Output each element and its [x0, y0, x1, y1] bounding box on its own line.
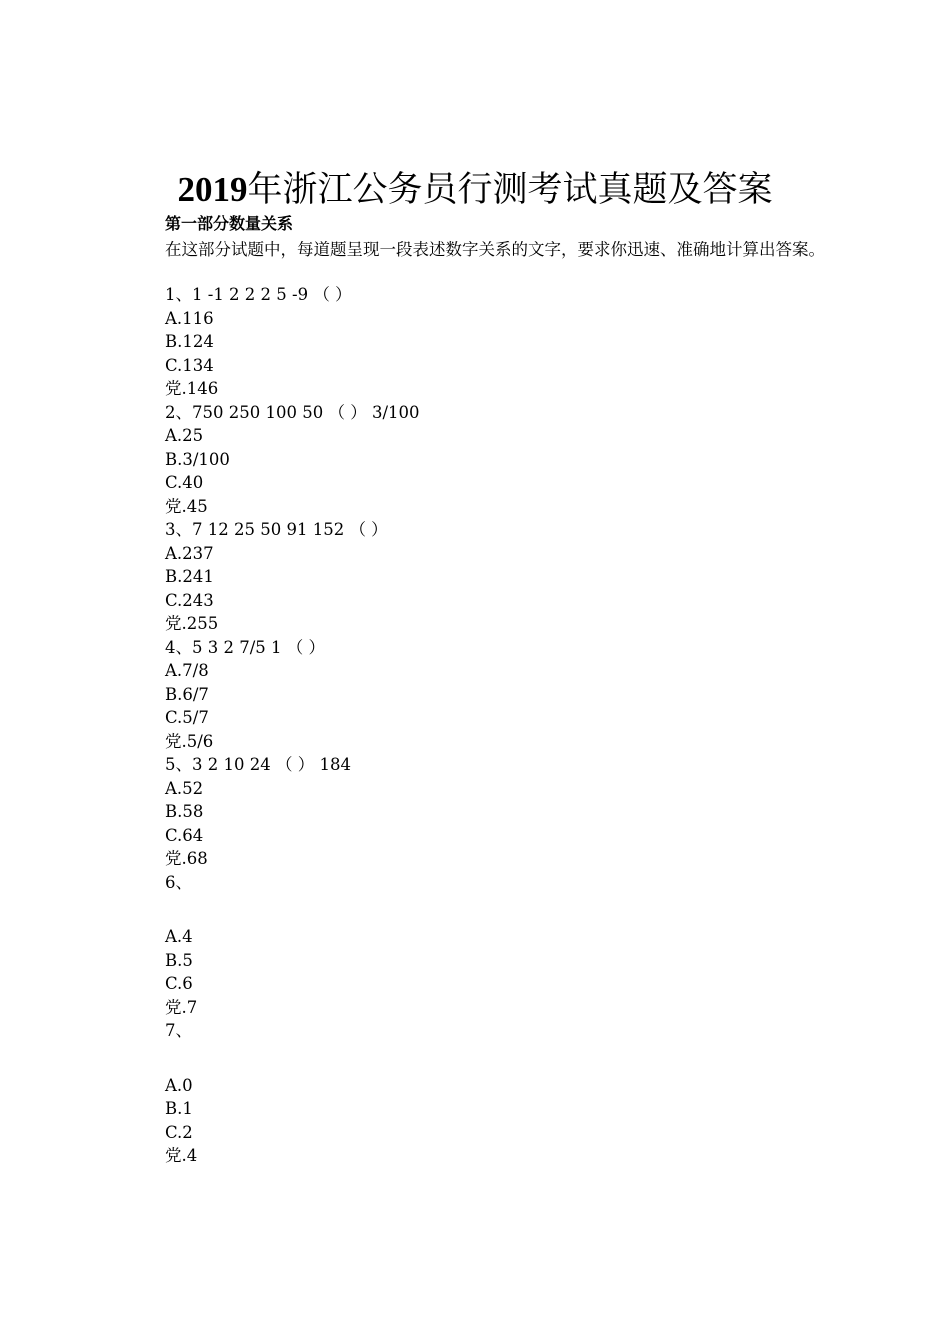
option-a: A.52 [165, 778, 204, 798]
intro-paragraph: 在这部分试题中，每道题呈现一段表述数字关系的文字，要求你迅速、准确地计算出答案。 [165, 240, 825, 259]
question-6 [165, 871, 420, 1020]
title-text: 年浙江公务员行测考试真题及答案 [247, 170, 773, 210]
option-c: C.40 [165, 473, 204, 492]
option-d: 党.255 [165, 614, 219, 633]
question-5 [165, 753, 420, 871]
option-d: 党.146 [165, 379, 219, 398]
missing-figure-gap [165, 894, 420, 925]
question-stem: 4、5 3 2 7/5 1 （ ） [165, 637, 326, 657]
option-b: B.58 [165, 802, 204, 821]
question-stem: 5、3 2 10 24 （ ） 184 [165, 755, 351, 774]
option-b: B.3/100 [165, 449, 230, 469]
option-c: C.64 [165, 825, 204, 845]
question-3 [165, 518, 420, 636]
question-list [165, 283, 420, 1168]
question-4 [165, 636, 420, 754]
option-a: A.237 [165, 543, 214, 563]
option-a: A.0 [165, 1075, 193, 1095]
question-stem: 7、 [165, 1021, 192, 1040]
question-stem: 6、 [165, 872, 192, 892]
question-7 [165, 1019, 420, 1168]
option-c: C.2 [165, 1122, 193, 1142]
missing-figure-gap [165, 1043, 420, 1074]
option-c: C.6 [165, 974, 193, 993]
option-b: B.5 [165, 950, 193, 970]
title-year: 2019 [177, 170, 248, 209]
option-d: 党.68 [165, 849, 208, 868]
question-1 [165, 283, 420, 401]
question-stem: 3、7 12 25 50 91 152 （ ） [165, 520, 388, 539]
question-2 [165, 401, 420, 519]
question-stem: 1、1 -1 2 2 2 5 -9 （ ） [165, 285, 352, 304]
option-d: 党.4 [165, 1146, 198, 1165]
option-a: A.7/8 [165, 661, 209, 680]
section-heading: 第一部分数量关系 [165, 214, 294, 233]
option-d: 党.5/6 [165, 731, 214, 751]
option-b: B.1 [165, 1099, 193, 1118]
option-c: C.243 [165, 590, 214, 610]
option-b: B.6/7 [165, 684, 209, 704]
option-b: B.241 [165, 567, 214, 586]
question-stem: 2、750 250 100 50 （ ） 3/100 [165, 402, 420, 422]
option-d: 党.7 [165, 997, 198, 1017]
option-b: B.124 [165, 332, 214, 351]
option-a: A.4 [165, 927, 193, 946]
option-a: A.25 [165, 426, 204, 445]
option-c: C.5/7 [165, 708, 209, 727]
option-a: A.116 [165, 308, 214, 328]
page-title [0, 168, 950, 212]
option-c: C.134 [165, 355, 214, 375]
option-d: 党.45 [165, 496, 208, 516]
